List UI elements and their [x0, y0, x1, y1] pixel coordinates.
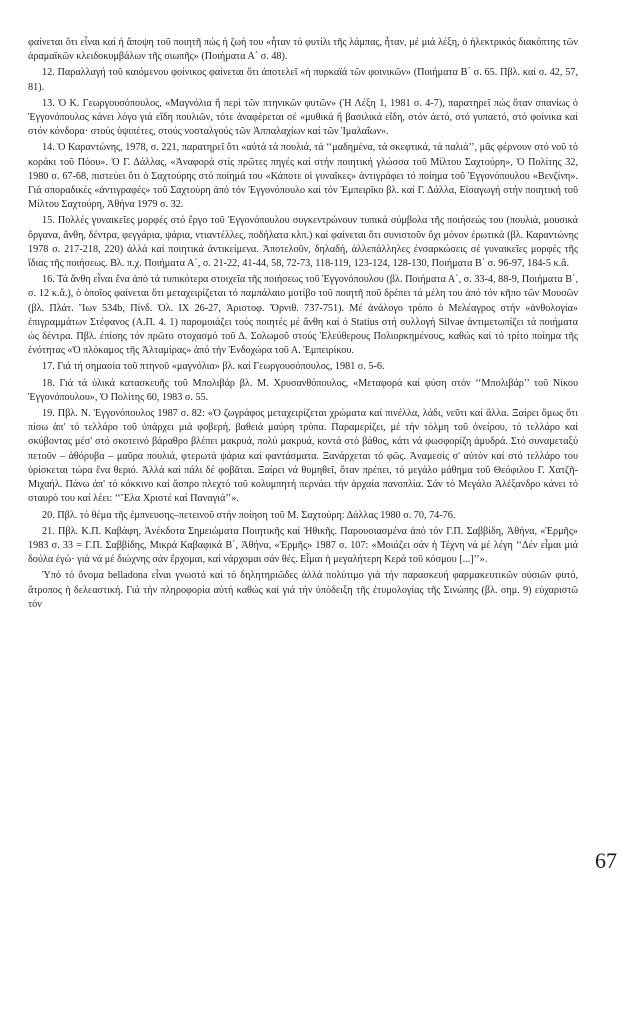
- document-page: [28, 36, 578, 614]
- footnote-17: 17. Γιά τή σημασία τοῦ πτηνοῦ «μαγνόλια» βλ. καί Γεωργουσόπουλος, 1981 σ. 5-6.: [42, 361, 385, 373]
- page-number: 67: [595, 848, 617, 873]
- footnote-21: 21. Πβλ. Κ.Π. Καβάφη, Ἀνέκδοτα Σημειώματα Ποιητικῆς καί Ἠθικῆς. Παρουσιασμένα ἀπό τόν Γ.Π. Σαββίδη, Ἀθήνα, «Ἑρμῆς» 1983 σ. 33 = Γ.Π. Σαββίδης, Μικρά Καβαφικά Β΄, Ἀθήνα, «Ἑρμῆς» 1987 σ. 107: «Μοιάζει σάν ἡ Τέχνη νά μέ λέγη ‘‘Δέν εἶμαι μιά δούλα ἐγώ· γιά νά μέ διώχνης σάν ἔρχομαι, καί νάρχομαι σάν θές. Εἶμαι ἡ μεγαλήτερη Κερά τοῦ κόσμου [...]’’».: [28, 525, 578, 566]
- footnote-15: 15. Πολλές γυναικεῖες μορφές στό ἔργο τοῦ Ἐγγονόπουλου συγκεντρώνουν τυπικά σύμβολα τῆς ποιήσεώς του (πουλιά, μουσικά ὄργανα, ἄνθη, δέντρα, φεγγάρια, ψάρια, ντιαντέλλες, ποδήλατα κλπ.) καί φαίνεται ὅτι συνιστοῦν ὄχι μόνον ἐρωτικά (βλ. Καραντώνης 1978 σ. 217-218, 220) ἀλλά καί ποιητικά ἀντικείμενα. Ἀποτελοῦν, δηλαδή, ἀλλεπάλληλες ἐνσαρκώσεις σέ γυναικεῖες μορφές τῆς ἴδιας τῆς ποιήσεως. Βλ. π.χ. Ποιήματα Α΄, σ. 21-22, 41-44, 58, 72-73, 118-119, 123-124, 128-130, Ποιήματα Β΄ σ. 96-97, 184-5 κ.ἄ.: [28, 215, 578, 270]
- footnote-16: 16. Τά ἄνθη εἶναι ἕνα ἀπό τά τυπικότερα στοιχεῖα τῆς ποιήσεως τοῦ Ἐγγονόπουλου (βλ. Ποιήματα Α΄, σ. 33-4, 88-9, Ποιήματα Β΄, σ. 12 κ.ἄ.), ὁ ὁποῖος φαίνεται ὅτι μεταχειρίζεται τό παμπάλαιο μοτίβο τοῦ ποιητῆ ποῦ δρέπει τά μέλη του ἀπό τόν κῆπο τῶν Μουσῶν (βλ. Πλάτ. Ἴων 534b, Πίνδ. Ὀλ. IX 26-27, Ἀριστοφ. Ὄρνιθ. 737-751). Μέ ἀνάλογο τρόπο ὁ Μελέαγρος στήν «ἀνθολογία» ἐπιγραμμάτων Στέφανος (Α.Π. 4. 1) παρομοιάζει τούς ποιητές μέ ἄνθη καί ὁ Statius στή συλλογή Silvae ἀντιμετωπίζει τά ποιήματα ὡς δέντρα. Πβλ. ἐπίσης τόν πρῶτο στοχασμό τοῦ Δ. Σολωμοῦ στούς Ἐλεύθερους Πολιορκημένους, καθώς καί τό τρίτο ποίημα τῆς ἑνότητας «Ὁ πλόκαμος τῆς Ἀλταμίρας» ἀπό τήν Ἐνδοχώρα τοῦ Α. Ἐμπειρίκου.: [28, 274, 578, 357]
- footnote-14: 14. Ὁ Καραντώνης, 1978, σ. 221, παρατηρεῖ ὅτι «αὐτά τά πουλιά, τά ‘‘μαδημένα, τά σκεφτικά, τά παλιά’’, μᾶς φέρνουν στό νοῦ τό κοράκι τοῦ Πόου». Ὁ Γ. Δάλλας, «Ἀναφορά στίς πρῶτες πηγές καί στήν ποιητική γλώσσα τοῦ Μίλτου Σαχτούρη», Ὁ Πολίτης 32, 1980 σ. 67-68, πιστεύει ὅτι ὁ Σαχτούρης στό ποίημά του «Κάποτε οἱ γυναῖκες» ἀντιγράφει τό ποίημα τοῦ Ἐγγονόπουλου «Βενζίνη». Γιά σποραδικές «ἀντιγραφές» τοῦ Σαχτούρη ἀπό τόν Ἐγγονόπουλο καί τόν Ἐμπειρῖκο βλ. καί Γ. Δάλλα, Εἰσαγωγή στήν ποιητική τοῦ Μίλτου Σαχτούρη, Ἀθήνα 1979 σ. 32.: [28, 142, 578, 211]
- footnote-20: 20. Πβλ. τό θέμα τῆς ἐμπνευσης–πετεινοῦ στήν ποίηση τοῦ Μ. Σαχτούρη: Δάλλας 1980 σ. 70, 74-76.: [42, 509, 456, 521]
- footnote-19: 19. Πβλ. Ν. Ἐγγονόπουλος 1987 σ. 82: «Ὁ ζωγράφος μεταχειρίζεται χρώματα καί πινέλλα, λάδι, νεῦτι καί ἄλλα. Ξαίρει ὅμως ὅτι πίσω ἀπ' τό τελλάρο τοῦ ὑπάρχει μιά φοβερή, βαθειά μαύρη τρύπα. Παραμερίζει, μέ τήν τόλμη τοῦ ὀνείρου, τό τελλάρο καί σκύβοντας μέσ' στό σκοτεινό βάραθρο βλέπει μακρυά, πολύ μακρυά, κοντά στό βάθος, κάτι νά φωσφορίζη ἀμυδρά. Στό συναμεταξύ πετοῦν – ἀθόρυβα – μαῦρα πουλιά, φτερωτά ψάρια καί φαντάσματα. Ξανάρχεται τό φῶς. Ἀναμεσίς σ' αὐτόν καί στό τελλάρο του ὑρίσκεται τώρα ἕνα θεριό. Ἀλλά καί πάλι δέ φοβᾶται. Ξαίρει νά θυμηθεῖ, ὅταν πρέπει, τό μεγάλο μάθημα τοῦ Θεόφιλου Γ. Χατζῆ-Μιχαήλ. Πάνω ἀπ' τό κόκκινο καί ἄσπρο πλεχτό τοῦ κολυμπητή περνάει τήν ἀρχαία πανοπλία. Σάν τό Μεγάλο Ἀλέξανδρο κάνει τό σταυρό του καί λέει: ‘‘Ἔλα Χριστέ καί Παναγιά’’».: [28, 408, 578, 505]
- footnote-12: 12. Παραλλαγή τοῦ καιόμενου φοίνικος φαίνεται ὅτι ἀποτελεῖ «ἡ πυρκαϊά τῶν φοινικῶν» (Ποιήματα Β΄ σ. 65. Πβλ. καί σ. 42, 57, 81).: [28, 67, 578, 93]
- footnote-21-continuation: Ὑπό τό ὄνομα belladona εἶναι γνωστό καί τό δηλητηριῶδες ἀλλά πολύτιμο γιά τήν παρασκευή φαρμακευτικῶν οὐσιῶν φυτό, ἄτροπος ἡ δελεαστική. Γιά τήν πληροφορία αὐτή καθώς καί γιά τήν ὑπόδειξη τῆς ἐτυμολογίας τῆς Σινώπης (βλ. σημ. 9) εὐχαριστῶ τόν: [28, 570, 578, 610]
- footnote-18: 18. Γιά τά ὑλικά κατασκευῆς τοῦ Μπολιβάρ βλ. Μ. Χρυσανθόπουλος, «Μεταφορά καί φύση στόν ‘‘Μπολιβάρ’’ τοῦ Νίκου Ἐγγονόπουλου», Ὁ Πολίτης 60, 1983 σ. 55.: [28, 377, 578, 403]
- footnote-11-continuation: φαίνεται ὅτι εἶναι καί ἡ ἄποψη τοῦ ποιητῆ πώς ἡ ζωή του «ἦταν τό φυτίλι τῆς λάμπας, ἦταν, μέ μιά λέξη, ὁ ἠλεκτρικός διακόπτης τῶν ἀραμαϊκῶν κλειδοκυμβάλων τῆς σιωπῆς» (Ποιήματα Α΄ σ. 48).: [28, 37, 578, 63]
- footnote-13: 13. Ὁ Κ. Γεωργουσόπουλος, «Μαγνόλια ἤ περί τῶν πτηνικῶν φυτῶν» (Ἡ Λέξη 1, 1981 σ. 4-7), παρατηρεῖ πώς ὅταν σπανίως ὁ Ἐγγονόπουλος κάνει λόγο γιά εἴδη πουλιῶν, τότε ἀναφέρεται σέ «μυθικά ἤ βασιλικά εἴδη, στόν ἀετό, στό γυπαετό, στό φοίνικα καί στόν κόνδορα· στούς ὑψιπέτες, στούς νοσταλγούς τῶν Ἀππαλαχίων καί τῶν Ἰμαλαΐων».: [28, 97, 578, 138]
